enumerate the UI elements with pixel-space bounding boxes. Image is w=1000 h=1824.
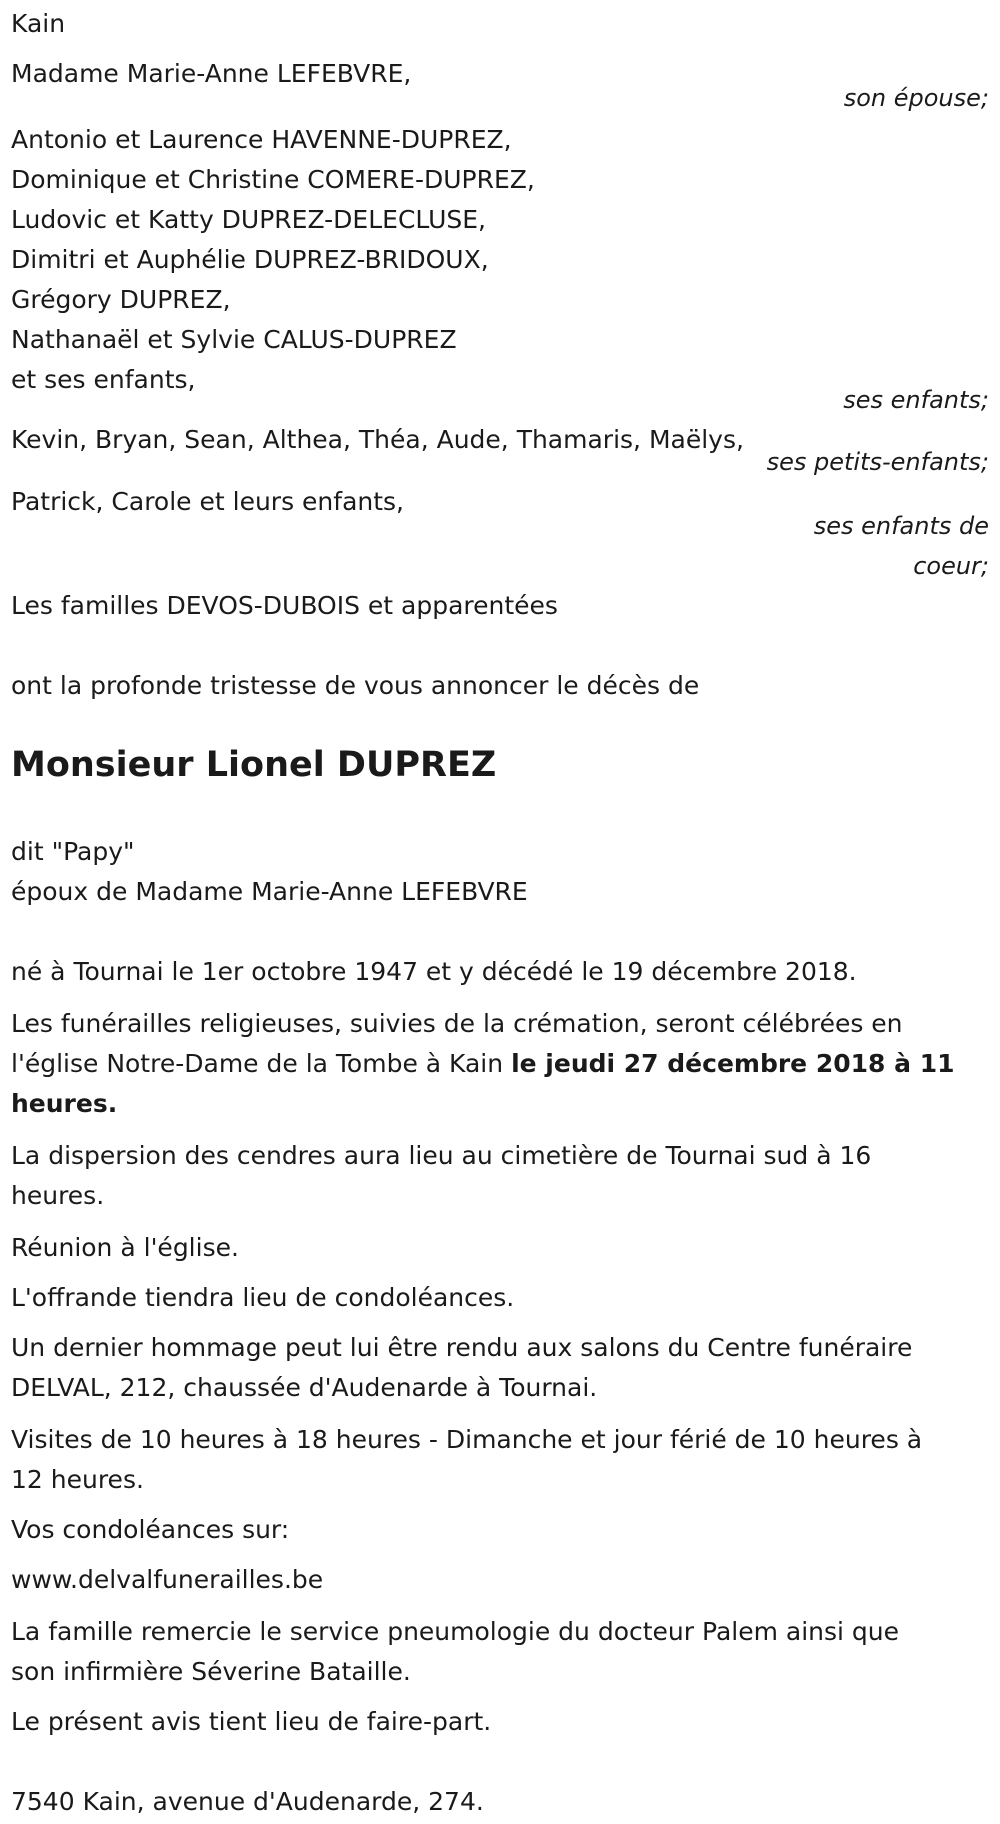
heart-children-names: Patrick, Carole et leurs enfants, — [11, 487, 405, 516]
child-line: Antonio et Laurence HAVENNE-DUPREZ, — [11, 125, 512, 154]
funeral-line — [11, 1044, 954, 1084]
spouse-of: époux de Madame Marie-Anne LEFEBVRE — [11, 877, 528, 906]
tribute-line: DELVAL, 212, chaussée d'Audenarde à Tournai. — [11, 1373, 598, 1402]
address: 7540 Kain, avenue d'Audenarde, 274. — [11, 1787, 484, 1816]
notice: Le présent avis tient lieu de faire-part. — [11, 1707, 492, 1736]
visits-line: 12 heures. — [11, 1465, 144, 1494]
grandchildren-names: Kevin, Bryan, Sean, Althea, Théa, Aude, Thamaris, Maëlys, — [11, 425, 744, 454]
child-line: et ses enfants, — [11, 365, 196, 394]
child-line: Grégory DUPREZ, — [11, 285, 231, 314]
funeral-date: le jeudi 27 décembre 2018 à 11 — [511, 1049, 955, 1078]
grandchildren-relation: ses petits-enfants; — [766, 448, 989, 476]
child-line: Nathanaël et Sylvie CALUS-DUPREZ — [11, 325, 457, 354]
condolences-label: Vos condoléances sur: — [11, 1515, 290, 1544]
children-relation: ses enfants; — [843, 386, 989, 414]
reunion: Réunion à l'église. — [11, 1233, 239, 1262]
announcement: ont la profonde tristesse de vous annoncer le décès de — [11, 671, 700, 700]
child-line: Ludovic et Katty DUPREZ-DELECLUSE, — [11, 205, 486, 234]
funeral-time: heures. — [11, 1089, 118, 1118]
spouse-name: Madame Marie-Anne LEFEBVRE, — [11, 59, 412, 88]
dispersion-line: heures. — [11, 1181, 105, 1210]
deceased-name: Monsieur Lionel DUPREZ — [11, 745, 497, 785]
child-line: Dimitri et Auphélie DUPREZ-BRIDOUX, — [11, 245, 489, 274]
thanks-line: La famille remercie le service pneumologie du docteur Palem ainsi que — [11, 1617, 900, 1646]
visits-line: Visites de 10 heures à 18 heures - Dimanche et jour férié de 10 heures à — [11, 1425, 923, 1454]
funeral-line: Les funérailles religieuses, suivies de la crémation, seront célébrées en — [11, 1009, 903, 1038]
nickname: dit "Papy" — [11, 837, 135, 866]
heart-children-relation: ses enfants de — [813, 512, 989, 540]
place-header: Kain — [11, 9, 66, 38]
spouse-relation: son épouse; — [843, 84, 989, 112]
thanks-line: son infirmière Séverine Bataille. — [11, 1657, 411, 1686]
dispersion-line: La dispersion des cendres aura lieu au cimetière de Tournai sud à 16 — [11, 1141, 872, 1170]
funeral-church: l'église Notre-Dame de la Tombe à Kain — [11, 1049, 512, 1078]
offering: L'offrande tiendra lieu de condoléances. — [11, 1283, 515, 1312]
child-line: Dominique et Christine COMERE-DUPREZ, — [11, 165, 535, 194]
heart-children-relation-cont: coeur; — [913, 552, 989, 580]
birth-death: né à Tournai le 1er octobre 1947 et y décédé le 19 décembre 2018. — [11, 957, 857, 986]
website-link[interactable]: www.delvalfunerailles.be — [11, 1565, 324, 1594]
tribute-line: Un dernier hommage peut lui être rendu aux salons du Centre funéraire — [11, 1333, 913, 1362]
families: Les familles DEVOS-DUBOIS et apparentées — [11, 591, 558, 620]
